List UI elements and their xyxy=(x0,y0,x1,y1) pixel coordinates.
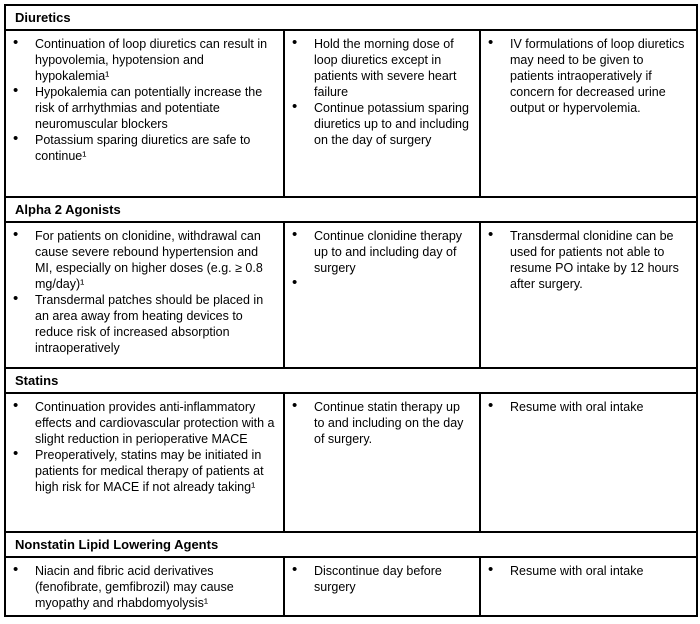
section-header-alpha-2-agonists: Alpha 2 Agonists xyxy=(5,197,697,222)
bullet-item: • Discontinue day before surgery xyxy=(285,563,473,595)
section-content-row-alpha-2-agonists xyxy=(5,222,697,368)
bullet-item: • Continuation of loop diuretics can result in hypovolemia, hypotension and hypokalemia¹ xyxy=(6,36,277,84)
nonstatin-col3-bullet-list xyxy=(481,563,690,579)
diuretics-col1-cell xyxy=(5,30,284,197)
diuretics-col3-bullet-list xyxy=(481,36,690,116)
diuretics-col1-bullet-list xyxy=(6,36,277,164)
bullet-item: • Niacin and fibric acid derivatives (fenofibrate, gemfibrozil) may cause myopathy and rhabdomyolysis¹ xyxy=(6,563,277,611)
nonstatin-col1-cell xyxy=(5,557,284,616)
section-content-row-diuretics xyxy=(5,30,697,197)
section-content-row-statins xyxy=(5,393,697,532)
alpha-2-agonists-col1-bullet-list xyxy=(6,228,277,356)
bullet-item: • Transdermal patches should be placed in an area away from heating devices to reduce risk of increased absorption intraoperatively xyxy=(6,292,277,356)
section-header-nonstatin-lipid-lowering-agents: Nonstatin Lipid Lowering Agents xyxy=(5,532,697,557)
bullet-item: • Transdermal clonidine can be used for patients not able to resume PO intake by 12 hours after surgery. xyxy=(481,228,690,292)
nonstatin-col2-bullet-list xyxy=(285,563,473,595)
perioperative-medication-table-wrap xyxy=(4,4,698,617)
alpha-2-agonists-col2-cell xyxy=(284,222,480,368)
alpha-2-agonists-col1-cell xyxy=(5,222,284,368)
section-header-row-nonstatin-lipid-lowering-agents xyxy=(5,532,697,557)
bullet-item: • Resume with oral intake xyxy=(481,563,690,579)
section-header-row-diuretics xyxy=(5,5,697,30)
statins-col1-bullet-list xyxy=(6,399,277,495)
bullet-item: • Continue statin therapy up to and including on the day of surgery. xyxy=(285,399,473,447)
section-header-diuretics: Diuretics xyxy=(5,5,697,30)
nonstatin-col3-cell xyxy=(480,557,697,616)
bullet-item: • Continuation provides anti-inflammatory effects and cardiovascular protection with a slight reduction in perioperative MACE xyxy=(6,399,277,447)
bullet-item: • Preoperatively, statins may be initiated in patients for medical therapy of patients at high risk for MACE if not already taking¹ xyxy=(6,447,277,495)
statins-col3-bullet-list xyxy=(481,399,690,415)
nonstatin-col2-cell xyxy=(284,557,480,616)
alpha-2-agonists-col3-bullet-list xyxy=(481,228,690,292)
statins-col1-cell xyxy=(5,393,284,532)
diuretics-col3-cell xyxy=(480,30,697,197)
statins-col3-cell xyxy=(480,393,697,532)
section-content-row-nonstatin-lipid-lowering-agents xyxy=(5,557,697,616)
bullet-item: • Continue clonidine therapy up to and including day of surgery xyxy=(285,228,473,276)
bullet-item: • For patients on clonidine, withdrawal can cause severe rebound hypertension and MI, especially on higher doses (e.g. ≥ 0.8 mg/day)¹ xyxy=(6,228,277,292)
section-header-row-statins xyxy=(5,368,697,393)
statins-col2-bullet-list xyxy=(285,399,473,447)
diuretics-col2-bullet-list xyxy=(285,36,473,148)
section-header-row-alpha-2-agonists xyxy=(5,197,697,222)
bullet-item: • Hypokalemia can potentially increase the risk of arrhythmias and potentiate neuromuscular blockers xyxy=(6,84,277,132)
bullet-item-empty xyxy=(285,276,473,292)
perioperative-medication-table xyxy=(4,4,698,617)
statins-col2-cell xyxy=(284,393,480,532)
bullet-item: • Continue potassium sparing diuretics up to and including on the day of surgery xyxy=(285,100,473,148)
bullet-item: • Potassium sparing diuretics are safe to continue¹ xyxy=(6,132,277,164)
bullet-item: • Resume with oral intake xyxy=(481,399,690,415)
diuretics-col2-cell xyxy=(284,30,480,197)
alpha-2-agonists-col3-cell xyxy=(480,222,697,368)
alpha-2-agonists-col2-bullet-list xyxy=(285,228,473,292)
section-header-statins: Statins xyxy=(5,368,697,393)
bullet-item: • Hold the morning dose of loop diuretics except in patients with severe heart failure xyxy=(285,36,473,100)
nonstatin-col1-bullet-list xyxy=(6,563,277,611)
bullet-item: • IV formulations of loop diuretics may need to be given to patients intraoperatively if concern for decreased urine output or hypervolemia. xyxy=(481,36,690,116)
